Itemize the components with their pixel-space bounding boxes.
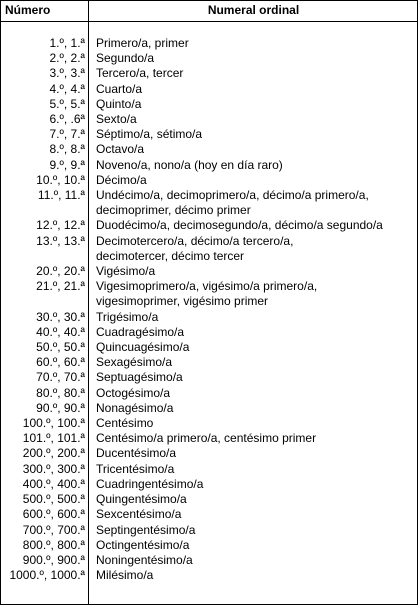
row-ordinal xyxy=(96,36,416,51)
header-divider xyxy=(1,21,417,22)
table-row xyxy=(1,310,417,325)
ordinal-line: Centésimo xyxy=(96,416,154,431)
row-number: 90.º, 90.ª xyxy=(36,400,85,415)
ordinal-line: Octingentésimo/a xyxy=(96,537,190,552)
ordinal-line: Quincuagésimo/a xyxy=(96,340,190,355)
table-row xyxy=(1,386,417,401)
row-number: 9.º, 9.ª xyxy=(49,157,85,172)
row-ordinal xyxy=(96,264,416,279)
table-row xyxy=(1,325,417,340)
row-ordinal xyxy=(96,310,416,325)
ordinal-line: Septingentésimo/a xyxy=(96,522,196,537)
row-ordinal xyxy=(96,173,416,188)
ordinal-line: Tricentésimo/a xyxy=(96,461,175,476)
ordinal-line: Noningentésimo/a xyxy=(96,552,193,567)
row-ordinal xyxy=(96,158,416,173)
row-number: 40.º, 40.ª xyxy=(36,324,85,339)
ordinal-line: Ducentésimo/a xyxy=(96,446,177,461)
row-ordinal xyxy=(96,234,416,264)
table-row xyxy=(1,462,417,477)
row-number: 900.º, 900.ª xyxy=(22,552,85,567)
ordinal-line: Cuarto/a xyxy=(96,81,143,96)
row-number: 800.º, 800.ª xyxy=(22,537,85,552)
table-row xyxy=(1,97,417,112)
ordinal-line: Sexcentésimo/a xyxy=(96,507,182,522)
table-body xyxy=(1,36,417,583)
ordinal-line: Vigésimo/a xyxy=(96,264,156,279)
table-row xyxy=(1,431,417,446)
ordinal-line: Nonagésimo/a xyxy=(96,400,174,415)
table-row xyxy=(1,355,417,370)
row-ordinal xyxy=(96,355,416,370)
ordinal-line: Quingentésimo/a xyxy=(96,492,187,507)
row-number: 4.º, 4.ª xyxy=(49,81,85,96)
row-ordinal xyxy=(96,553,416,568)
ordinal-line: Séptimo/a, sétimo/a xyxy=(96,127,203,142)
ordinal-line: Décimo/a xyxy=(96,172,147,187)
table-row xyxy=(1,523,417,538)
ordinal-line: Milésimo/a xyxy=(96,568,154,583)
header-number: Número xyxy=(5,3,51,17)
table-row xyxy=(1,568,417,583)
table-row xyxy=(1,416,417,431)
ordinal-line: Tercero/a, tercer xyxy=(96,66,184,81)
table-row xyxy=(1,82,417,97)
table-row xyxy=(1,446,417,461)
ordinal-line: Segundo/a xyxy=(96,51,155,66)
table-row xyxy=(1,66,417,81)
row-number: 30.º, 30.ª xyxy=(36,309,85,324)
table-row xyxy=(1,188,417,218)
row-ordinal xyxy=(96,370,416,385)
row-number: 101.º, 101.ª xyxy=(22,431,85,446)
row-ordinal xyxy=(96,507,416,522)
row-number: 8.º, 8.ª xyxy=(49,142,85,157)
ordinal-line: Octavo/a xyxy=(96,142,145,157)
ordinal-line: Quinto/a xyxy=(96,96,142,111)
header-ordinal: Numeral ordinal xyxy=(207,3,300,17)
table-row xyxy=(1,264,417,279)
table-row xyxy=(1,127,417,142)
row-ordinal xyxy=(96,568,416,583)
row-number: 700.º, 700.ª xyxy=(22,522,85,537)
row-ordinal xyxy=(96,492,416,507)
row-number: 100.º, 100.ª xyxy=(22,416,85,431)
table-row xyxy=(1,158,417,173)
table-row xyxy=(1,340,417,355)
row-number: 70.º, 70.ª xyxy=(36,370,85,385)
row-ordinal xyxy=(96,325,416,340)
row-ordinal xyxy=(96,416,416,431)
row-ordinal xyxy=(96,142,416,157)
row-ordinal xyxy=(96,127,416,142)
table-row xyxy=(1,218,417,233)
row-ordinal xyxy=(96,401,416,416)
row-number: 1.º, 1.ª xyxy=(49,36,85,50)
row-number: 400.º, 400.ª xyxy=(22,476,85,491)
ordinal-line: Vigesimoprimero/a, vigésimo/a primero/a, xyxy=(96,279,318,294)
row-number: 7.º, 7.ª xyxy=(49,127,85,142)
row-ordinal xyxy=(96,188,416,218)
ordinal-line: decimoprimer, décimo primer xyxy=(96,203,251,218)
table-row xyxy=(1,112,417,127)
ordinal-line: Duodécimo/a, decimosegundo/a, décimo/a segundo/a xyxy=(96,218,383,233)
row-ordinal xyxy=(96,477,416,492)
row-number: 600.º, 600.ª xyxy=(22,507,85,522)
table-row xyxy=(1,142,417,157)
row-ordinal xyxy=(96,386,416,401)
row-ordinal xyxy=(96,218,416,233)
ordinal-line: Sexagésimo/a xyxy=(96,355,173,370)
row-number: 6.º, .6ª xyxy=(49,112,85,127)
row-ordinal xyxy=(96,431,416,446)
table-row xyxy=(1,492,417,507)
row-number: 1000.º, 1000.ª xyxy=(9,568,85,583)
table-row xyxy=(1,279,417,309)
row-ordinal xyxy=(96,340,416,355)
row-number: 500.º, 500.ª xyxy=(22,492,85,507)
table-row xyxy=(1,370,417,385)
ordinal-line: Undécimo/a, decimoprimero/a, décimo/a primero/a, xyxy=(96,188,369,203)
row-ordinal xyxy=(96,97,416,112)
ordinal-line: Septuagésimo/a xyxy=(96,370,183,385)
row-number: 60.º, 60.ª xyxy=(36,355,85,370)
table-row xyxy=(1,477,417,492)
row-ordinal xyxy=(96,51,416,66)
row-ordinal xyxy=(96,112,416,127)
row-number: 20.º, 20.ª xyxy=(36,264,85,279)
table-row xyxy=(1,507,417,522)
ordinal-line: Cuadringentésimo/a xyxy=(96,476,204,491)
ordinal-line: Trigésimo/a xyxy=(96,309,159,324)
ordinal-line: vigesimoprimer, vigésimo primer xyxy=(96,294,269,309)
row-number: 13.º, 13.ª xyxy=(36,233,85,248)
row-number: 21.º, 21.ª xyxy=(36,279,85,294)
row-number: 10.º, 10.ª xyxy=(36,172,85,187)
ordinal-line: Octogésimo/a xyxy=(96,385,171,400)
row-number: 11.º, 11.ª xyxy=(37,188,85,203)
row-ordinal xyxy=(96,66,416,81)
ordinal-line: Cuadragésimo/a xyxy=(96,324,185,339)
ordinal-line: Decimotercero/a, décimo/a tercero/a, xyxy=(96,233,294,248)
row-number: 50.º, 50.ª xyxy=(36,340,85,355)
table-row xyxy=(1,553,417,568)
table-row xyxy=(1,51,417,66)
row-number: 300.º, 300.ª xyxy=(22,461,85,476)
row-number: 3.º, 3.ª xyxy=(49,66,85,81)
ordinal-line: Sexto/a xyxy=(96,112,137,127)
table-row xyxy=(1,538,417,553)
table-row xyxy=(1,401,417,416)
row-ordinal xyxy=(96,82,416,97)
row-ordinal xyxy=(96,523,416,538)
ordinal-line: Primero/a, primer xyxy=(96,36,189,50)
row-ordinal xyxy=(96,446,416,461)
table-row xyxy=(1,234,417,264)
table-row xyxy=(1,173,417,188)
row-number: 2.º, 2.ª xyxy=(49,51,85,66)
row-number: 5.º, 5.ª xyxy=(49,96,85,111)
row-number: 200.º, 200.ª xyxy=(22,446,85,461)
row-ordinal xyxy=(96,279,416,309)
row-number: 12.º, 12.ª xyxy=(36,218,85,233)
row-number: 80.º, 80.ª xyxy=(36,385,85,400)
ordinal-line: Noveno/a, nono/a (hoy en día raro) xyxy=(96,157,283,172)
ordinal-line: Centésimo/a primero/a, centésimo primer xyxy=(96,431,317,446)
row-ordinal xyxy=(96,538,416,553)
row-ordinal xyxy=(96,462,416,477)
table-row xyxy=(1,36,417,51)
ordinal-line: decimotercer, décimo tercer xyxy=(96,248,245,263)
